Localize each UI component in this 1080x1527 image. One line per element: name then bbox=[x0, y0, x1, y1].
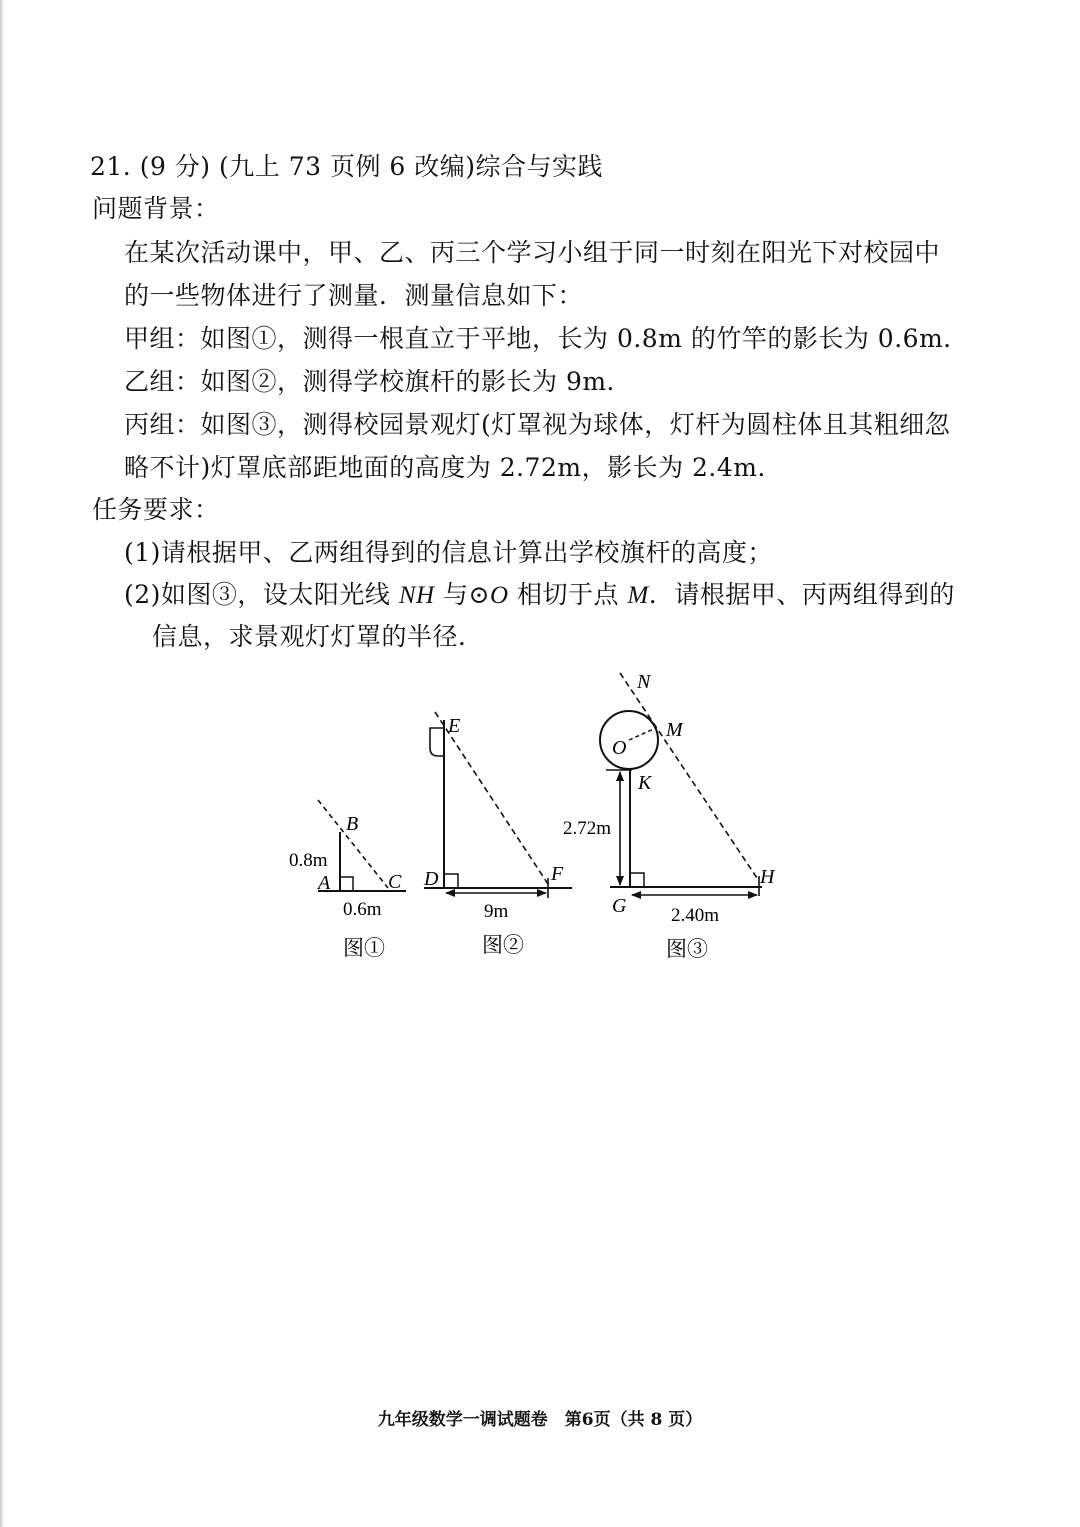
group-c-line-2: 略不计)灯罩底部距地面的高度为 2.72m，影长为 2.4m． bbox=[124, 453, 783, 482]
task-2-line-1: (2)如图③，设太阳光线 NH 与⊙O 相切于点 M．请根据甲、丙两组得到的 bbox=[124, 580, 955, 609]
fig3-height-label: 2.72m bbox=[563, 818, 612, 839]
fig3-label-k: K bbox=[638, 772, 652, 794]
fig1-shadow-label: 0.6m bbox=[343, 899, 382, 920]
fig2-right-angle bbox=[444, 874, 458, 888]
fig3-label-o: O bbox=[612, 737, 627, 759]
fig3-label-m: M bbox=[666, 719, 683, 741]
fig1-label-b: B bbox=[346, 813, 359, 835]
fig1-right-angle bbox=[340, 877, 353, 891]
question-header: 21. (9 分) (九上 73 页例 6 改编)综合与实践 bbox=[90, 152, 604, 181]
fig2-caption: 图② bbox=[482, 933, 524, 957]
fig2-label-f: F bbox=[551, 863, 564, 885]
fig3-caption: 图③ bbox=[666, 937, 708, 961]
figure-3 bbox=[600, 673, 762, 896]
fig1-label-a: A bbox=[318, 872, 331, 894]
background-label: 问题背景： bbox=[92, 194, 220, 223]
fig2-shadow-label: 9m bbox=[484, 901, 509, 922]
background-line-2: 的一些物体进行了测量．测量信息如下： bbox=[124, 281, 584, 310]
group-b-line: 乙组：如图②，测得学校旗杆的影长为 9m． bbox=[124, 367, 633, 396]
fig1-caption: 图① bbox=[343, 936, 385, 960]
page-footer: 九年级数学一调试题卷 第6页（共 8 页） bbox=[377, 1410, 703, 1430]
group-c-line-1: 丙组：如图③，测得校园景观灯(灯罩视为球体，灯杆为圆柱体且其粗细忽 bbox=[124, 410, 951, 439]
figure-2 bbox=[424, 712, 572, 898]
background-line-1: 在某次活动课中，甲、乙、丙三个学习小组于同一时刻在阳光下对校园中 bbox=[124, 238, 941, 267]
fig3-right-angle bbox=[630, 873, 644, 887]
fig2-flag bbox=[430, 728, 444, 756]
fig1-label-c: C bbox=[388, 871, 402, 893]
fig3-label-n: N bbox=[637, 671, 651, 693]
fig2-label-e: E bbox=[448, 715, 461, 737]
task-2-line-2: 信息，求景观灯灯罩的半径． bbox=[152, 622, 484, 651]
fig3-label-g: G bbox=[612, 895, 627, 917]
task-1: (1)请根据甲、乙两组得到的信息计算出学校旗杆的高度； bbox=[124, 538, 773, 567]
fig3-shadow-label: 2.40m bbox=[671, 905, 720, 926]
fig1-height-label: 0.8m bbox=[289, 850, 328, 871]
fig3-label-h: H bbox=[760, 866, 775, 888]
task-label: 任务要求： bbox=[92, 495, 220, 524]
fig2-sun-ray bbox=[435, 712, 548, 884]
fig2-label-d: D bbox=[424, 868, 439, 890]
group-a-line: 甲组：如图①，测得一根直立于平地，长为 0.8m 的竹竿的影长为 0.6m． bbox=[124, 324, 969, 353]
fig3-radius-om bbox=[629, 728, 656, 740]
